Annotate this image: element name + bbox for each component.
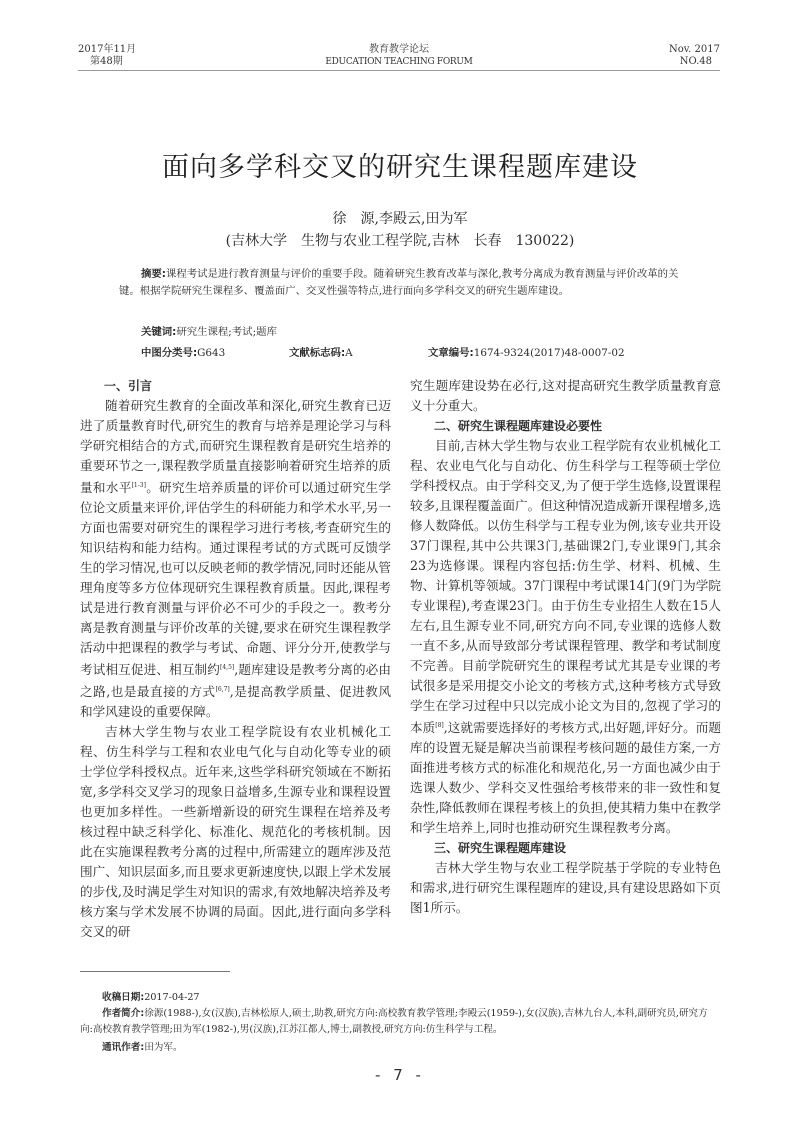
article-affiliation: (吉林大学 生物与农业工程学院,吉林 长春 130022) — [225, 233, 575, 249]
paragraph: 吉林大学生物与农业工程学院基于学院的专业特色和需求,进行研究生课程题库的建设,具有建设思路如下页图1所示。 — [410, 860, 721, 915]
footnote-author-bio — [80, 1006, 720, 1038]
text-run: ,这就需要选择好的考核方式,出好题,评好分。而题库的设置无疑是解决当前课程考核问题的最佳方案,一方面推进考核方式的标准化和规范化,另一方面也减少由于选课人数少、学科交叉性强给考核带来的非一致性和复杂性,降低教师在课程考核上的负担,使其精力集中在教学和学生培养上,同时也推动研究生课程教考分离。 — [410, 720, 722, 835]
abstract-label: 摘要: — [141, 268, 166, 280]
header-issue-en: NO.48 — [679, 56, 712, 67]
paragraph: 吉林大学生物与农业工程学院设有农业机械化工程、仿生科学与工程和农业电气化与自动化等专业的硕士学位学科授权点。近年来,这些学科研究领域在不断拓宽,多学科交叉学习的现象日益增多,生源专业和课程设置也更加多样性。一些新增新设的研究生课程在培养及考核过程中缺乏科学化、标准化、规范化的考核机制。因此在实施课程教考分离的过程中,所需建立的题库涉及范围广、知识层面多,而且要求更新速度快,以跟上学术发展的步伐,及时满足学生对知识的需求,有效地解决培养及考核方案与学术发展不协调的局面。因此,进行面向多学科交叉的研 — [80, 724, 391, 939]
keywords-text: 研究生课程;考试;题库 — [176, 326, 277, 338]
citation: [6,7] — [215, 686, 230, 693]
footnote-received — [80, 990, 742, 1006]
article-no-label: 文章编号: — [428, 347, 474, 359]
clc-number — [141, 344, 225, 359]
corr-value: 田为军。 — [144, 1042, 183, 1053]
running-header — [78, 44, 720, 71]
paragraph-continued: 究生题库建设势在必行,这对提高研究生教学质量教育意义十分重大。 — [410, 378, 721, 413]
doc-code-label: 文献标志码: — [289, 347, 346, 359]
text-run: 目前,吉林大学生物与农业工程学院有农业机械化工程、农业电气化与自动化、仿生科学与工程等硕士学位学科授权点。由于学科交叉,为了便于学生选修,设置课程较多,且课程覆盖面广。但这种情况造成新开课程增多,选修人数降低。以仿生科学与工程专业为例,该专业共开设37门课程,其中公共课3门,基础课2门,专业课9门,其余23为选修课。课程内容包括:仿生学、材料、机械、生物、计算机等领域。37门课程中考试课14门(9门为学院专业课程),考查课23门。由于仿生专业招生人数在15人左右,且生源专业不同,研究方向不同,专业课的选修人数一直不多,从而导致部分考试课程管理、教学和考试制度不完善。目前学院研究生的课程考试尤其是专业课的考试很多是采用提交小论文的考核方式,这种考核方式导致学生在学习过程中只以完成小论文为目的,忽视了学习的本质 — [410, 438, 721, 735]
article-authors: 徐 源,李殿云,田为军 — [332, 211, 468, 227]
footnote-divider — [80, 971, 230, 972]
citation: [1-3] — [131, 482, 146, 489]
page-number: - 7 - — [375, 1066, 425, 1084]
journal-name-cn: 教育教学论坛 — [369, 44, 429, 55]
article-title: 面向多学科交叉的研究生课程题库建设 — [162, 152, 638, 183]
text-run: 随着研究生教育的全面改革和深化,研究生教育已迈进了质量教育时代,研究生的教育与培养是理论学习与科学研究相结合的方式,而研究生课程教育是研究生培养的重要环节之一,课程教学质量直接影响着研究生培养的质量和水平 — [80, 398, 391, 495]
citation: [8] — [435, 722, 444, 729]
text-run: ,题库建设是教考分离的必由之路,也是最直接的方式 — [80, 662, 391, 699]
header-center — [78, 44, 720, 68]
paragraph — [80, 396, 391, 722]
header-date-en: Nov. 2017 — [668, 44, 720, 55]
header-right — [669, 44, 720, 68]
left-column — [80, 376, 391, 942]
text-run: 。研究生培养质量的评价可以通过研究生学位论文质量来评价,评估学生的科研能力和学术水平,另一方面也需要对研究生的课程学习进行考核,考查研究生的知识结构和能力结构。通过课程考试的方式既可反馈学生的学习情况,也可以反映老师的教学情况,同时还能从管理角度等多方位体现研究生课程教育质量。因此,课程考试是进行教育测量与评价必不可少的手段之一。教考分离是教育测量与评价改革的关键,要求在研究生课程教学活动中把课程的教学与考试、命题、评分分开,使教学与考试相互促进、相互制约 — [80, 480, 392, 677]
section-heading-necessity: 二、研究生课程题库建设必要性 — [434, 419, 603, 433]
keywords — [141, 323, 277, 338]
document-code — [289, 344, 353, 359]
footnote-corresponding — [80, 1040, 742, 1056]
citation: [4,5] — [220, 664, 235, 671]
received-value: 2017-04-27 — [144, 992, 200, 1003]
header-date-cn: 2017年11月 — [78, 44, 137, 55]
section-heading-introduction: 一、引言 — [104, 379, 153, 393]
article-number — [428, 344, 625, 359]
section-heading-construction: 三、研究生课程题库建设 — [434, 841, 567, 855]
doc-code-value: A — [345, 347, 353, 359]
journal-name-en: EDUCATION TEACHING FORUM — [325, 57, 473, 67]
paragraph — [410, 436, 721, 838]
header-issue-cn: 第48期 — [90, 56, 123, 67]
received-label: 收稿日期: — [102, 992, 145, 1003]
bio-text: 徐源(1988-),女(汉族),吉林松原人,硕士,助教,研究方向:高校教育教学管理;李殿云(1959-),女(汉族),吉林九台人,本科,副研究员,研究方向:高校教育教学管理;田为军(1982-),男(汉族),江苏江都人,博士,副教授,研究方向:仿生科学与工程。 — [80, 1008, 708, 1035]
abstract — [119, 266, 681, 300]
right-column — [410, 376, 721, 918]
bio-label: 作者简介: — [102, 1008, 145, 1019]
keywords-label: 关键词: — [141, 326, 177, 338]
text-run: ,是提高教学质量、促进教风和学风建设的重要保障。 — [80, 684, 391, 719]
clc-label: 中图分类号: — [141, 347, 198, 359]
corr-label: 通讯作者: — [102, 1042, 145, 1053]
abstract-text: 课程考试是进行教育测量与评价的重要手段。随着研究生教育改革与深化,教考分离成为教育测量与评价改革的关键。根据学院研究生课程多、覆盖面广、交叉性强等特点,进行面向多学科交叉的研究生题库建设。 — [119, 268, 679, 297]
article-no-value: 1674-9324(2017)48-0007-02 — [473, 347, 625, 359]
clc-value: G643 — [197, 347, 226, 359]
